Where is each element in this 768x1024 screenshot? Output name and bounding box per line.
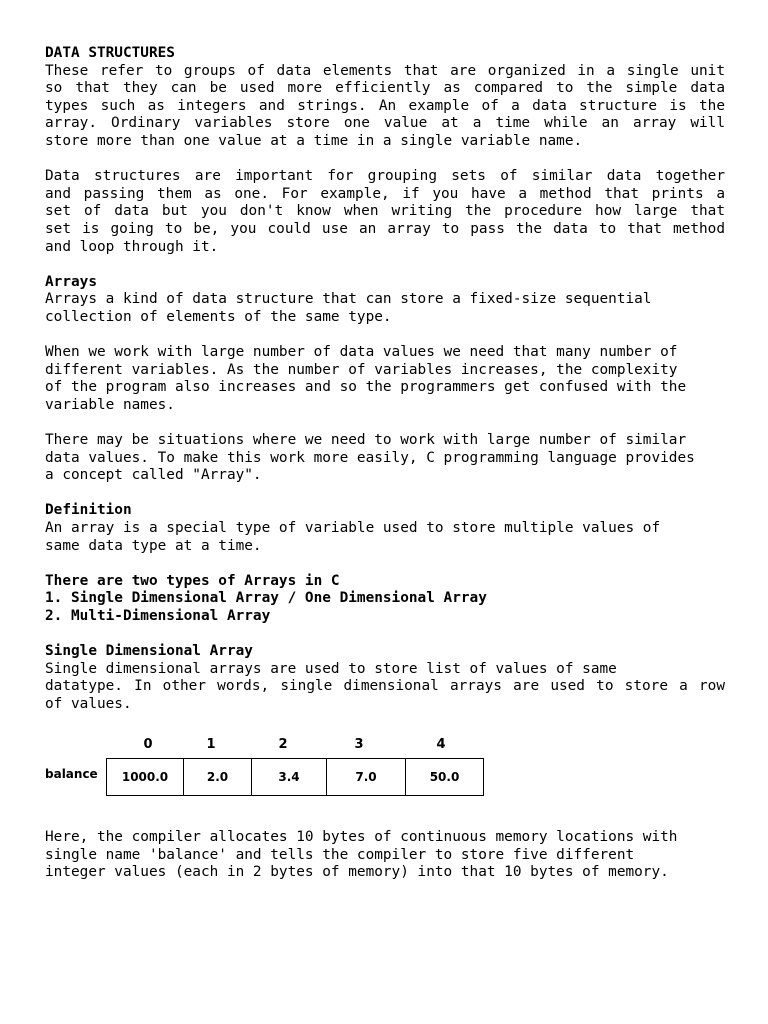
closing-line: single name 'balance' and tells the compiler to store five different bbox=[45, 846, 635, 863]
closing-line: Here, the compiler allocates 10 bytes of continuous memory locations with bbox=[45, 829, 678, 845]
arrays-para2-line: different variables. As the number of variables increases, the complexity bbox=[45, 361, 678, 378]
arrays-para2-line: variable names. bbox=[45, 396, 175, 413]
ds-para2-line: Data structures are important for grouping sets of similar data together bbox=[45, 168, 725, 185]
index-label: 0 bbox=[143, 737, 153, 752]
arrays-para3-line: data values. To make this work more easily, C programming language provides bbox=[45, 449, 695, 466]
closing-line: integer values (each in 2 bytes of memory) into that 10 bytes of memory. bbox=[45, 864, 669, 881]
index-label: 1 bbox=[206, 737, 216, 752]
heading-definition: Definition bbox=[45, 502, 132, 519]
arrays-para3-line: There may be situations where we need to work with large number of similar bbox=[45, 432, 687, 449]
ds-para2-line: and passing them as one. For example, if you have a method that prints a bbox=[45, 185, 725, 202]
arrays-para1-line: Arrays a kind of data structure that can store a fixed-size sequential bbox=[45, 291, 652, 308]
ds-para1-line: store more than one value at a time in a single variable name. bbox=[45, 132, 583, 149]
list-item: 2. Multi-Dimensional Array bbox=[45, 608, 271, 624]
single-dim-line: of values. bbox=[45, 695, 132, 712]
single-dim-line: datatype. In other words, single dimensional arrays are used to store a row bbox=[45, 678, 725, 695]
array-cell: 3.4 bbox=[252, 759, 327, 795]
heading-types: There are two types of Arrays in C bbox=[45, 572, 340, 589]
closing-paragraph bbox=[45, 829, 725, 882]
definition-line: same data type at a time. bbox=[45, 537, 262, 554]
ds-para1-line: array. Ordinary variables store one value at a time while an array will bbox=[45, 115, 725, 132]
ds-para2-line: set is going to be, you could use an array to pass the data to that method bbox=[45, 220, 725, 237]
definition-line: An array is a special type of variable used to store multiple values of bbox=[45, 520, 661, 537]
heading-data-structures: DATA STRUCTURES bbox=[45, 45, 175, 61]
arrays-para2-line: of the program also increases and so the programmers get confused with the bbox=[45, 379, 687, 396]
heading-single-dimensional: Single Dimensional Array bbox=[45, 643, 253, 660]
array-cell: 1000.0 bbox=[107, 759, 184, 795]
ds-para2-line: set of data but you don't know when writing the procedure how large that bbox=[45, 203, 725, 220]
ds-para1-line: so that they can be used more efficiently as compared to the simple data bbox=[45, 80, 725, 97]
array-cells bbox=[106, 758, 484, 796]
heading-arrays: Arrays bbox=[45, 273, 97, 290]
ds-para1-line: types such as integers and strings. An example of a data structure is the bbox=[45, 97, 725, 114]
array-name-label: balance bbox=[45, 767, 98, 781]
ds-para2-line: and loop through it. bbox=[45, 238, 219, 255]
document-page bbox=[45, 45, 725, 714]
ds-para1-line: These refer to groups of data elements that are organized in a single unit bbox=[45, 62, 725, 79]
array-cell: 7.0 bbox=[327, 759, 406, 795]
arrays-para2-line: When we work with large number of data values we need that many number of bbox=[45, 344, 678, 361]
index-label: 2 bbox=[278, 737, 288, 752]
list-item: 1. Single Dimensional Array / One Dimensional Array bbox=[45, 590, 487, 607]
index-label: 3 bbox=[354, 737, 364, 752]
array-diagram bbox=[45, 737, 485, 799]
index-label: 4 bbox=[436, 737, 446, 752]
array-cell: 2.0 bbox=[184, 759, 252, 795]
arrays-para3-line: a concept called "Array". bbox=[45, 467, 262, 484]
single-dim-line: Single dimensional arrays are used to store list of values of same bbox=[45, 660, 617, 677]
arrays-para1-line: collection of elements of the same type. bbox=[45, 308, 392, 325]
array-cell: 50.0 bbox=[429, 770, 460, 784]
